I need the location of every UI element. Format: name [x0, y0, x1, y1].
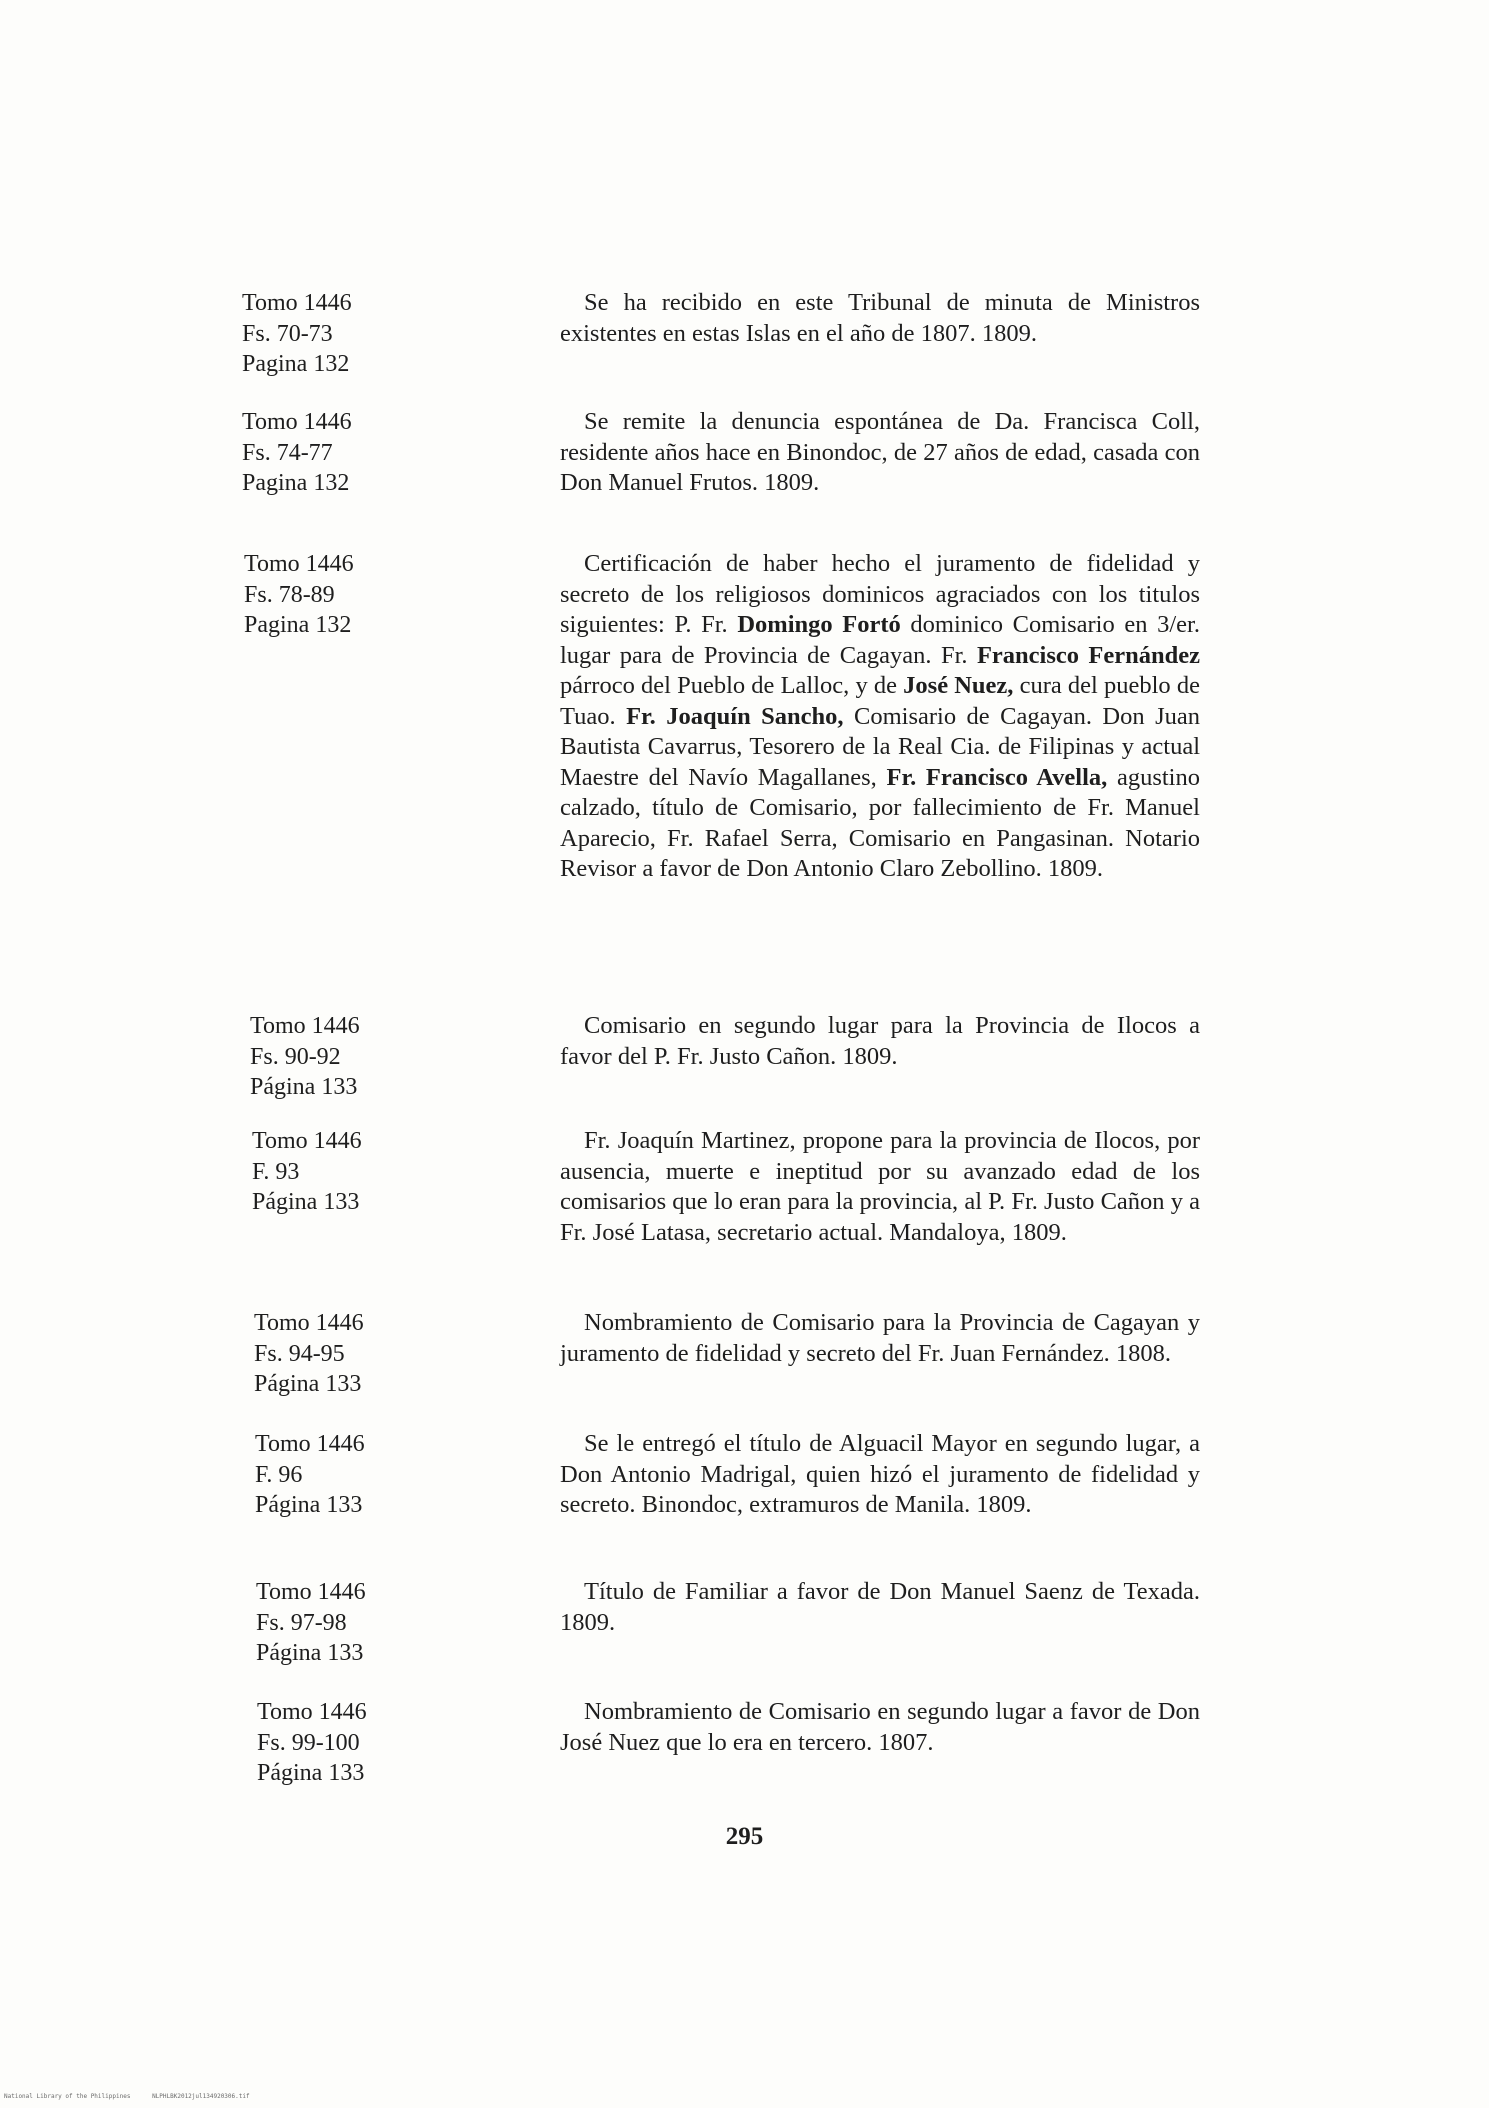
- entry-reference: [242, 288, 432, 380]
- reference-line: Tomo 1446: [242, 409, 352, 435]
- reference-line: Página 133: [252, 1189, 360, 1215]
- reference-line: Página 133: [256, 1640, 364, 1666]
- reference-line: Fs. 99-100: [257, 1729, 360, 1756]
- entry-reference: [250, 1011, 440, 1103]
- entry-reference: [244, 549, 434, 641]
- text-run: dominico Comisario en 3/er. lugar para de Provincia de Cagayan. Fr.: [560, 611, 1200, 669]
- text-run: Fr. Joaquín Martinez, propone para la provincia de Ilocos, por ausencia, muerte e ineptitud por su avanzado edad de los comisarios que lo eran para la provincia, al P. Fr. Justo Cañon y a Fr. José Latasa, secretario actual. Mandaloya, 1809.: [560, 1127, 1200, 1246]
- text-run: Comisario en segundo lugar para la Provincia de Ilocos a favor del P. Fr. Justo Cañon. 1809.: [560, 1012, 1200, 1070]
- reference-line: Página 133: [255, 1492, 363, 1518]
- text-run: Comisario de Cagayan. Don Juan Bautista Cavarrus, Tesorero de la Real Cia. de Filipinas y actual Maestre del Navío Magallanes,: [560, 702, 1200, 791]
- text-run: Título de Familiar a favor de Don Manuel Saenz de Texada. 1809.: [560, 1578, 1200, 1636]
- text-run: cura del pueblo de Tuao.: [560, 672, 1200, 730]
- scan-footer: [4, 2093, 250, 2100]
- entry-reference: [254, 1308, 444, 1400]
- text-run: Se ha recibido en este Tribunal de minuta de Ministros existentes en estas Islas en el año de 1807. 1809.: [560, 289, 1200, 347]
- entry-description: [560, 288, 1200, 349]
- reference-line: Tomo 1446: [256, 1579, 366, 1605]
- entry-description: [560, 1308, 1200, 1369]
- text-run: Nombramiento de Comisario en segundo lugar a favor de Don José Nuez que lo era en tercero. 1807.: [560, 1698, 1200, 1756]
- entry-reference: [256, 1577, 446, 1669]
- entry-description: [560, 1697, 1200, 1758]
- entry-reference: [257, 1697, 447, 1789]
- reference-line: Tomo 1446: [250, 1013, 360, 1039]
- reference-line: Página 133: [254, 1371, 362, 1397]
- bold-name: Fr. Francisco Avella,: [886, 763, 1108, 791]
- entry-description: [560, 1011, 1200, 1072]
- text-run: Se le entregó el título de Alguacil Mayor en segundo lugar, a Don Antonio Madrigal, quien hizó el juramento de fidelidad y secreto. Binondoc, extramuros de Manila. 1809.: [560, 1430, 1200, 1518]
- reference-line: Tomo 1446: [254, 1310, 364, 1336]
- bold-name: Domingo Fortó: [737, 611, 901, 638]
- reference-line: Pagina 132: [244, 612, 352, 638]
- text-run: agustino calzado, título de Comisario, por fallecimiento de Fr. Manuel Aparecio, Fr. Rafael Serra, Comisario en Pangasinan. Notario Revisor a favor de Don Antonio Claro Zebollino. 1809.: [560, 763, 1200, 882]
- entry-description: [560, 549, 1200, 885]
- reference-line: Tomo 1446: [242, 290, 352, 316]
- reference-line: F. 93: [252, 1158, 300, 1185]
- entry-description: [560, 1126, 1200, 1248]
- text-run: Nombramiento de Comisario para la Provincia de Cagayan y juramento de fidelidad y secreto del Fr. Juan Fernández. 1808.: [560, 1309, 1200, 1367]
- reference-line: Pagina 132: [242, 351, 350, 377]
- reference-line: Fs. 97-98: [256, 1609, 347, 1636]
- reference-line: Página 133: [250, 1074, 358, 1100]
- footer-library: National Library of the Philippines: [4, 2093, 131, 2100]
- reference-line: Fs. 70-73: [242, 320, 333, 347]
- entry-reference: [255, 1429, 445, 1521]
- entry-reference: [242, 407, 432, 499]
- reference-line: Fs. 90-92: [250, 1043, 341, 1070]
- reference-line: Fs. 74-77: [242, 439, 333, 466]
- entry-description: [560, 1577, 1200, 1638]
- text-run: Se remite la denuncia espontánea de Da. Francisca Coll, residente años hace en Binondoc, de 27 años de edad, casada con Don Manuel Frutos. 1809.: [560, 408, 1200, 496]
- bold-name: Fr. Joaquín Sancho,: [626, 702, 844, 730]
- reference-line: Pagina 132: [242, 470, 350, 496]
- reference-line: Tomo 1446: [257, 1699, 367, 1725]
- text-run: párroco del Pueblo de Lalloc, y de: [560, 672, 904, 699]
- bold-name: Francisco Fernández: [976, 641, 1200, 669]
- entry-reference: [252, 1126, 442, 1218]
- reference-line: Tomo 1446: [255, 1431, 365, 1457]
- entry-description: [560, 407, 1200, 499]
- reference-line: Fs. 78-89: [244, 581, 335, 608]
- reference-line: Tomo 1446: [244, 551, 354, 577]
- text-run: Certificación de haber hecho el juramento de fidelidad y secreto de los religiosos dominicos agraciados con los titulos siguientes: P. Fr.: [560, 550, 1200, 638]
- footer-file: NLPHLBK2012jul134920306.tif: [152, 2093, 250, 2100]
- reference-line: Tomo 1446: [252, 1128, 362, 1154]
- entry-description: [560, 1429, 1200, 1521]
- page-number: 295: [725, 1823, 764, 1850]
- reference-line: F. 96: [255, 1461, 303, 1488]
- bold-name: José Nuez,: [903, 672, 1014, 699]
- reference-line: Página 133: [257, 1760, 365, 1786]
- reference-line: Fs. 94-95: [254, 1340, 345, 1367]
